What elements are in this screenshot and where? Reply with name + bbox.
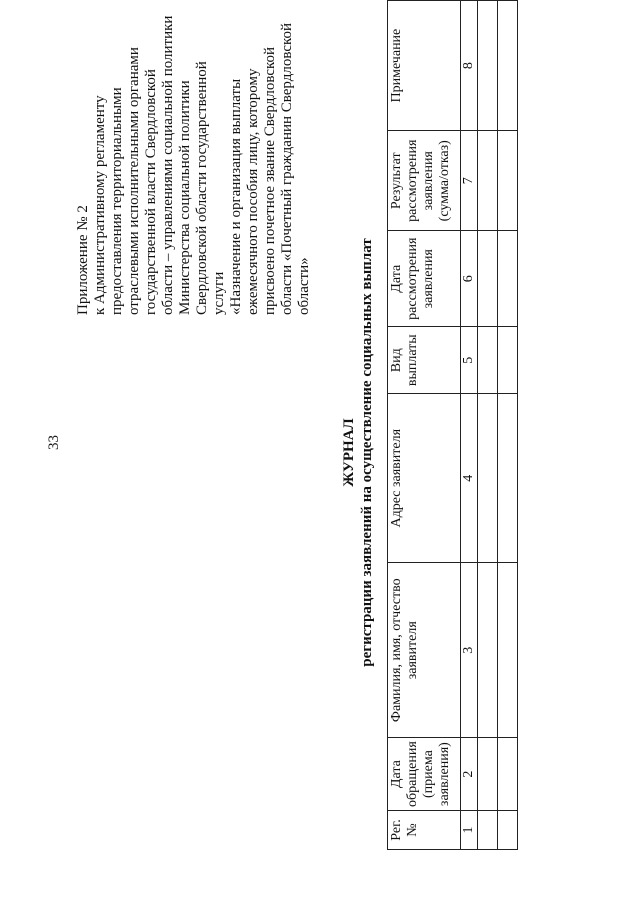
table-row <box>478 1 498 850</box>
column-number: 5 <box>461 327 478 394</box>
table-cell <box>498 738 518 811</box>
header-review-date: Дата рассмотрения заявления <box>388 231 461 327</box>
appendix-note: Приложение № 2 к Административному регламенту предоставления территориальными отраслевыми исполнительными органами государственной власти Свердловской области – управлениями социальной политики Министерства социальной политики Свердловской области государственной услуги «Назначение и организация выплаты ежемесячного пособия лицу, которому присвоено почетное звание Свердловской области «Почетный гражданин Свердловской области» <box>75 15 312 315</box>
table-cell <box>498 394 518 563</box>
column-number-row <box>461 1 478 850</box>
table-cell <box>478 811 498 850</box>
table-cell <box>498 811 518 850</box>
registration-table <box>387 0 518 850</box>
table-cell <box>478 563 498 738</box>
header-applicant-name: Фамилия, имя, отчество заявителя <box>388 563 461 738</box>
header-request-date: Дата обращения (приема заявления) <box>388 738 461 811</box>
journal-subtitle: регистрации заявлений на осуществление социальных выплат <box>359 238 375 667</box>
table-cell <box>478 231 498 327</box>
header-reg-no: Рег. № <box>388 811 461 850</box>
table-header-row <box>388 1 461 850</box>
column-number: 1 <box>461 811 478 850</box>
journal-title: ЖУРНАЛ <box>341 418 357 487</box>
table-cell <box>498 231 518 327</box>
header-payment-type: Вид выплаты <box>388 327 461 394</box>
table-cell <box>498 563 518 738</box>
column-number: 8 <box>461 1 478 131</box>
page-number: 33 <box>46 435 62 450</box>
column-number: 7 <box>461 131 478 231</box>
table-cell <box>478 327 498 394</box>
column-number: 2 <box>461 738 478 811</box>
header-review-result: Результат рассмотрения заявления (сумма/отказ) <box>388 131 461 231</box>
column-number: 3 <box>461 563 478 738</box>
table-cell <box>498 131 518 231</box>
table-cell <box>498 327 518 394</box>
table-cell <box>478 131 498 231</box>
header-applicant-address: Адрес заявителя <box>388 394 461 563</box>
table-cell <box>478 394 498 563</box>
table-cell <box>478 1 498 131</box>
table-row <box>498 1 518 850</box>
table-cell <box>498 1 518 131</box>
column-number: 4 <box>461 394 478 563</box>
header-note: Примечание <box>388 1 461 131</box>
table-cell <box>478 738 498 811</box>
column-number: 6 <box>461 231 478 327</box>
